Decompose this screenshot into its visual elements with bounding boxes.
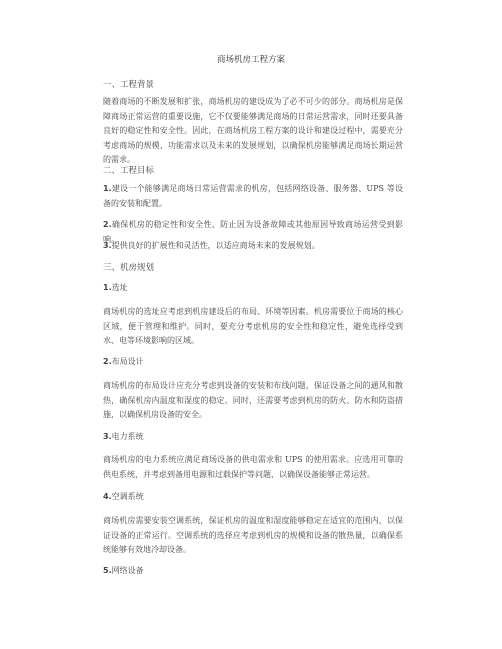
subsection-label-5: 网络设备 <box>111 566 144 575</box>
goal-text-1: 建设一个能够满足商场日常运营需求的机房，包括网络设备、服务器、UPS 等设备的安装和配置。 <box>103 184 403 208</box>
section-heading-background: 一、工程背景 <box>103 80 155 90</box>
subsection-label-3: 电力系统 <box>111 432 144 441</box>
goal-item-1 <box>103 182 403 211</box>
goal-number-2: 2. <box>103 220 112 229</box>
site-selection-paragraph: 商场机房的选址应考虑到机房建设后的布局、环境等因素。机房需要位于商场的核心区域，便于管理和维护。同时，要充分考虑机房的安全性和稳定性，避免选择受到水、电等环境影响的区域。 <box>103 307 403 345</box>
subsection-number-2: 2. <box>103 357 112 366</box>
subsection-number-5: 5. <box>103 566 112 575</box>
subsection-number-3: 3. <box>103 432 112 441</box>
background-paragraph: 随着商场的不断发展和扩张，商场机房的建设成为了必不可少的部分。商场机房是保障商场正常运营的重要设施，它不仅要能够满足商场的日常运营需求，同时还要具备良好的稳定性和安全性。因此，在商场机房工程方案的设计和建设过程中，需要充分考虑商场的规模、功能需求以及未来的发展规划，以确保机房能够满足商场长期运营的需求。 <box>103 97 403 164</box>
subsection-number-1: 1. <box>103 283 112 292</box>
subsection-title-1 <box>103 281 403 296</box>
subsection-number-4: 4. <box>103 492 112 501</box>
layout-design-paragraph: 商场机房的布局设计应充分考虑到设备的安装和布线问题，保证设备之间的通风和散热，确保机房内温度和湿度的稳定。同时，还需要考虑到机房的防火、防水和防盗措施，以确保机房设备的安全。 <box>103 381 403 419</box>
subsection-title-3 <box>103 430 403 445</box>
section-heading-goals: 二、工程目标 <box>103 166 155 176</box>
subsection-title-4 <box>103 490 403 505</box>
air-conditioning-paragraph: 商场机房需要安装空调系统，保证机房的温度和湿度能够稳定在适宜的范围内，以保证设备的正常运行。空调系统的选择应考虑到机房的规模和设备的散热量，以确保系统能够有效地冷却设备。 <box>103 516 403 554</box>
goal-text-3: 提供良好的扩展性和灵活性，以适应商场未来的发展规划。 <box>111 241 320 250</box>
goal-text-2: 确保机房的稳定性和安全性，防止因为设备故障或其他原因导致商场运营受到影响。 <box>103 220 403 244</box>
power-system-paragraph: 商场机房的电力系统应满足商场设备的供电需求和 UPS 的使用需求。应选用可靠的供电系统，并考虑到备用电源和过载保护等问题，以确保设备能够正常运营。 <box>103 455 403 479</box>
subsection-title-2 <box>103 355 403 370</box>
subsection-title-5 <box>103 564 403 579</box>
subsection-label-4: 空调系统 <box>111 492 144 501</box>
goal-item-3 <box>103 239 403 254</box>
goal-number-1: 1. <box>103 184 112 193</box>
subsection-label-1: 选址 <box>111 283 128 292</box>
subsection-label-2: 布局设计 <box>111 357 144 366</box>
section-heading-planning: 三、机房规划 <box>103 263 155 273</box>
goal-number-3: 3. <box>103 241 112 250</box>
page-title: 商场机房工程方案 <box>216 55 285 65</box>
